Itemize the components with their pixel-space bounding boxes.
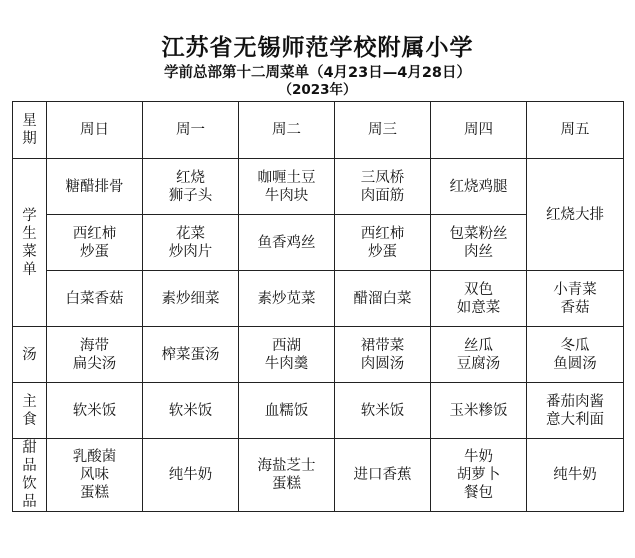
day-header: 周三: [335, 102, 431, 159]
dessert-cell: 牛奶 胡萝卜 餐包: [431, 439, 527, 512]
soup-cell: 西湖 牛肉羹: [239, 327, 335, 383]
dish-cell: 白菜香菇: [47, 271, 143, 327]
dish-cell: 三凤桥 肉面筋: [335, 159, 431, 215]
dish-cell: 西红柿 炒蛋: [335, 215, 431, 271]
row-label-student-dishes: [13, 159, 47, 327]
dish-cell: 素炒苋菜: [239, 271, 335, 327]
dish-cell: 红烧 狮子头: [143, 159, 239, 215]
header-row: [13, 102, 624, 159]
label-char: 甜: [22, 440, 37, 456]
soup-cell: 冬瓜 鱼圆汤: [527, 327, 624, 383]
soup-cell: 榨菜蛋汤: [143, 327, 239, 383]
soup-cell: 海带 扁尖汤: [47, 327, 143, 383]
dessert-cell: 纯牛奶: [527, 439, 624, 512]
soup-cell: 裙带菜 肉圆汤: [335, 327, 431, 383]
label-char: 品: [22, 458, 37, 474]
staple-cell: 软米饭: [335, 383, 431, 439]
dish-cell: 鱼香鸡丝: [239, 215, 335, 271]
soup-row: [13, 327, 624, 383]
dish-cell: 小青菜 香菇: [527, 271, 624, 327]
dish-cell: 双色 如意菜: [431, 271, 527, 327]
dessert-row: [13, 439, 624, 512]
day-header: 周一: [143, 102, 239, 159]
label-char: 期: [22, 131, 37, 147]
staple-cell: 软米饭: [143, 383, 239, 439]
day-header: 周四: [431, 102, 527, 159]
year-label: （2023年）: [278, 82, 357, 98]
label-char: 生: [22, 225, 37, 242]
dessert-cell: 进口香蕉: [335, 439, 431, 512]
dish-cell: 西红柿 炒蛋: [47, 215, 143, 271]
row-label-staple: [13, 383, 47, 439]
label-char: 学: [22, 207, 37, 224]
label-char: 主: [22, 393, 37, 410]
dessert-cell: 乳酸菌 风味 蛋糕: [47, 439, 143, 512]
dessert-cell: 海盐芝士 蛋糕: [239, 439, 335, 512]
staple-cell: 玉米糁饭: [431, 383, 527, 439]
staple-cell: 番茄肉酱 意大利面: [527, 383, 624, 439]
day-header: 周五: [527, 102, 624, 159]
soup-cell: 丝瓜 豆腐汤: [431, 327, 527, 383]
row-label-soup: 汤: [13, 327, 47, 383]
dish-cell: 糖醋排骨: [47, 159, 143, 215]
dessert-cell: 纯牛奶: [143, 439, 239, 512]
label-char: 星: [22, 113, 37, 129]
page-title: 江苏省无锡师范学校附属小学: [161, 34, 474, 61]
label-char: 食: [22, 411, 37, 428]
student-dish-row: [13, 271, 624, 327]
dish-cell: 红烧鸡腿: [431, 159, 527, 215]
dish-cell-friday-main: 红烧大排: [527, 159, 624, 271]
menu-table: [12, 101, 624, 512]
row-label-weekday: [13, 102, 47, 159]
dish-cell: 咖喱土豆 牛肉块: [239, 159, 335, 215]
dish-cell: 醋溜白菜: [335, 271, 431, 327]
dish-cell: 素炒细菜: [143, 271, 239, 327]
label-char: 菜: [22, 243, 37, 260]
label-char: 品: [22, 494, 37, 510]
student-dish-row: [13, 159, 624, 215]
day-header: 周日: [47, 102, 143, 159]
dish-cell: 包菜粉丝 肉丝: [431, 215, 527, 271]
day-header: 周二: [239, 102, 335, 159]
label-char: 饮: [22, 476, 37, 492]
page-subtitle: 学前总部第十二周菜单（4月23日—4月28日）: [163, 65, 472, 81]
staple-cell: 软米饭: [47, 383, 143, 439]
row-label-dessert: [13, 439, 47, 512]
staple-row: [13, 383, 624, 439]
dish-cell: 花菜 炒肉片: [143, 215, 239, 271]
label-char: 单: [22, 261, 37, 278]
staple-cell: 血糯饭: [239, 383, 335, 439]
